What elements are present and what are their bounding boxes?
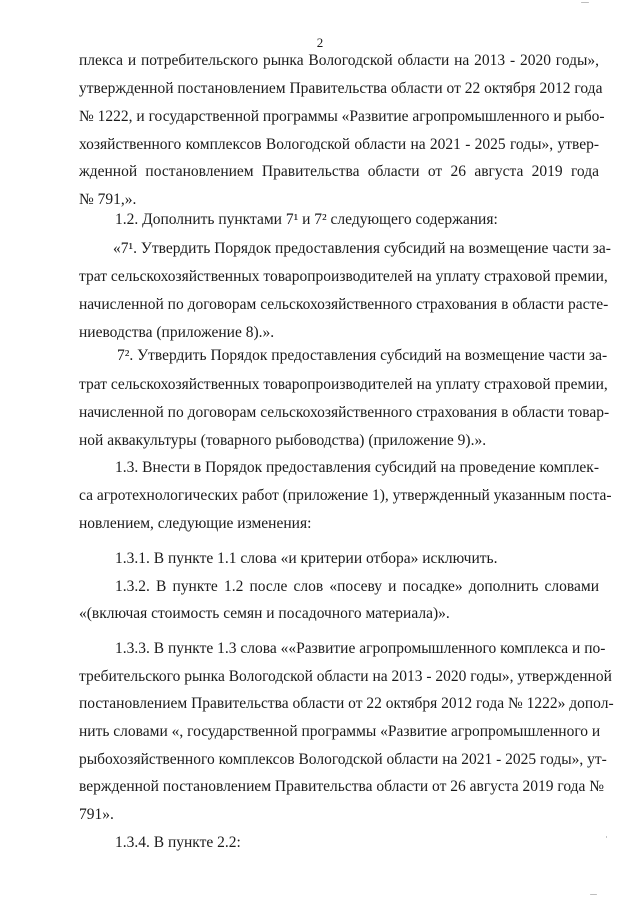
text-line: трат сельскохозяйственных товаропроизводителей на уплату страховой премии, [79,376,608,393]
text-line: 791». [79,806,114,823]
paragraph-1-3: 1.3. Внести в Порядок предоставления субсидий на проведение комплек- [115,459,599,476]
text-line: новлением, следующие изменения: [79,515,312,532]
paragraph-1-2: 1.2. Дополнить пунктами 7¹ и 7² следующего содержания: [115,211,498,228]
text-line: ниеводства (приложение 8).». [79,324,275,341]
text-line: ной аквакультуры (товарного рыбоводства) (приложение 9).». [79,432,487,449]
scan-mark [590,894,597,895]
text-line: № 791,». [79,191,137,208]
text-line: жденной постановлением Правительства области от 26 августа 2019 года [79,163,599,180]
text-line: са агротехнологических работ (приложение 1), утвержденный указанным поста- [79,487,612,504]
page-number: 2 [316,35,324,50]
paragraph-1-3-1: 1.3.1. В пункте 1.1 слова «и критерии отбора» исключить. [115,550,498,567]
text-line: вержденной постановлением Правительства области от 26 августа 2019 года № [79,778,605,795]
text-line: начисленной по договорам сельскохозяйственного страхования в области расте- [79,296,609,313]
text-line: нить словами «, государственной программы «Развитие агропромышленного и [79,723,601,740]
text-line: утвержденной постановлением Правительства области от 22 октября 2012 года [79,80,603,97]
text-line: начисленной по договорам сельскохозяйственного страхования в области товар- [79,404,610,421]
paragraph-1-3-4: 1.3.4. В пункте 2.2: [115,834,241,851]
scan-mark [606,836,607,838]
text-line: хозяйственного комплексов Вологодской области на 2021 - 2025 годы», утвер- [79,136,599,153]
text-line: № 1222, и государственной программы «Развитие агропромышленного и рыбо- [79,108,605,125]
text-line: рыбохозяйственного комплексов Вологодской области на 2021 - 2025 годы», ут- [79,751,607,768]
scan-mark [581,2,589,3]
text-line: трат сельскохозяйственных товаропроизводителей на уплату страховой премии, [79,268,608,285]
text-line: требительского рынка Вологодской области на 2013 - 2020 годы», утвержденной [79,668,612,685]
paragraph-1-3-2: 1.3.2. В пункте 1.2 после слов «посеву и посадке» дополнить словами [115,578,599,595]
paragraph-1-3-3: 1.3.3. В пункте 1.3 слова ««Развитие агропромышленного комплекса и по- [115,640,606,657]
text-line: постановлением Правительства области от 22 октября 2012 года № 1222» допол- [79,695,614,712]
text-line: 7². Утвердить Порядок предоставления субсидий на возмещение части за- [117,347,608,364]
text-line: «(включая стоимость семян и посадочного материала)». [79,605,450,622]
text-line: плекса и потребительского рынка Вологодской области на 2013 - 2020 годы», [79,52,599,69]
text-line: «7¹. Утвердить Порядок предоставления субсидий на возмещение части за- [113,240,611,257]
